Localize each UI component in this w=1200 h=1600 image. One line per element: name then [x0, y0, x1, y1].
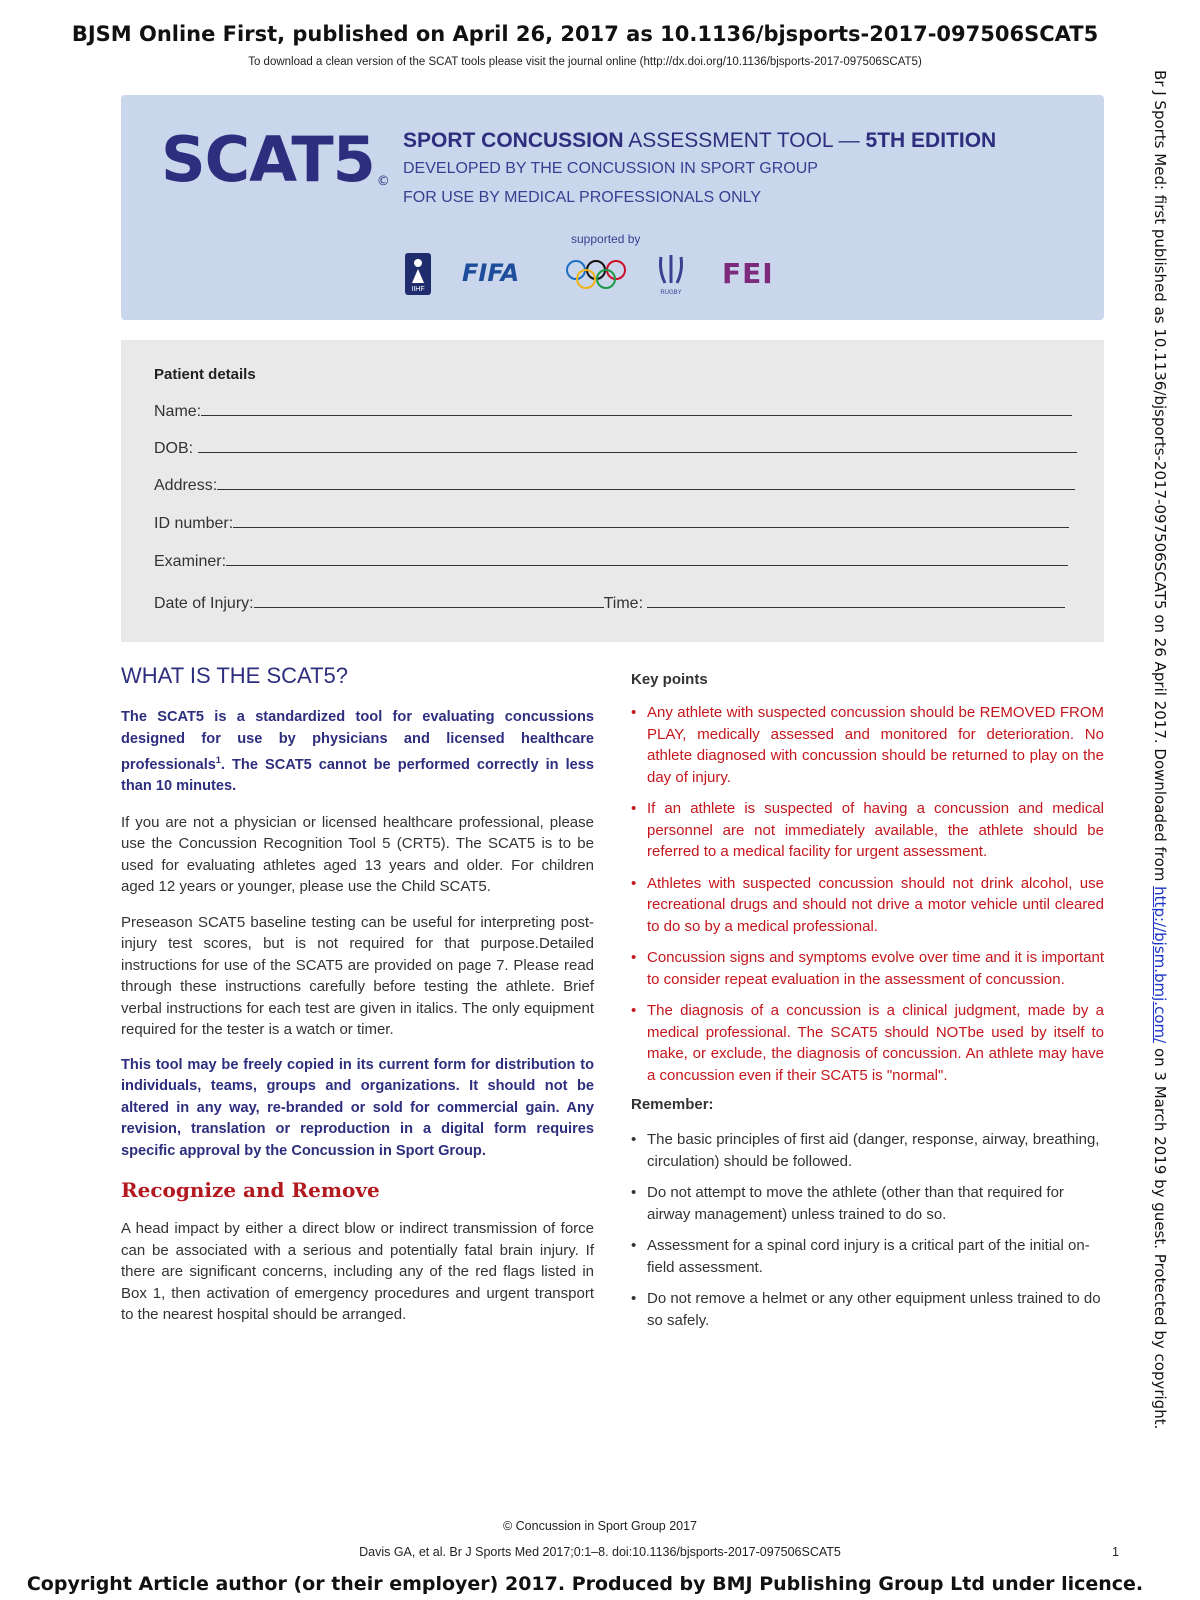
key-points-heading: Key points — [631, 671, 708, 688]
side-note-text-b: on 3 March 2019 by guest. Protected by copyright. — [1151, 1043, 1169, 1430]
what-is-heading: WHAT IS THE SCAT5? — [121, 663, 348, 688]
left-column — [121, 663, 594, 1340]
copyright-mark: © — [376, 174, 389, 189]
title-bold-2: 5TH EDITION — [865, 129, 997, 152]
tool-title — [403, 129, 996, 153]
key-point: • Any athlete with suspected concussion should be REMOVED FROM PLAY, medically assessed and monitored for deterioration. No athlete diagnosed with concussion should be returned to play on the day of injury. — [631, 702, 1104, 788]
iihf-text: IIHF — [411, 286, 425, 293]
download-note: To download a clean version of the SCAT tools please visit the journal online (http://dx.doi.org/10.1136/bjsports-2017-097506SCAT5) — [248, 56, 922, 68]
intro-footnote: 1 — [215, 755, 221, 765]
examiner-label: Examiner: — [154, 553, 227, 570]
id-number-field[interactable] — [233, 515, 1069, 528]
id-number-label: ID number: — [154, 515, 234, 532]
id-number-row — [154, 515, 1079, 533]
patient-details-heading: Patient details — [154, 366, 256, 383]
remember-list — [631, 1129, 1104, 1331]
supported-by: supported by — [571, 232, 641, 246]
baseline-paragraph: Preseason SCAT5 baseline testing can be useful for interpreting post-injury test scores, but is not required for that purpose.Detailed instructions for use of the SCAT5 are provided on page 7. Please read through these instructions carefully before testing the athlete. Brief verbal instructions for each test are given in italics. The only equipment required for the tester is a watch or timer. — [121, 913, 594, 1039]
remember-heading: Remember: — [631, 1096, 714, 1113]
patient-details-panel — [121, 340, 1104, 642]
name-row — [154, 403, 1079, 421]
remember-point: • Do not remove a helmet or any other equipment unless trained to do so safely. — [631, 1288, 1104, 1331]
publication-header: BJSM Online First, published on April 26, 2017 as 10.1136/bjsports-2017-097506SCAT5 — [71, 22, 1099, 46]
intro-text-b: . The SCAT5 cannot be performed correctly in less than 10 minutes. — [121, 756, 594, 795]
time-label: Time: — [603, 595, 644, 612]
remember-point: • Assessment for a spinal cord injury is a critical part of the initial on-field assessment. — [631, 1235, 1104, 1278]
footer-license: Copyright Article author (or their employer) 2017. Produced by BMJ Publishing Group Ltd under licence. — [26, 1573, 1144, 1595]
injury-date-field[interactable] — [254, 595, 604, 608]
name-field[interactable] — [201, 403, 1072, 416]
olympic-rings-icon — [565, 259, 627, 296]
iihf-logo — [405, 253, 431, 295]
right-column — [631, 671, 1104, 1341]
use-statement: FOR USE BY MEDICAL PROFESSIONALS ONLY — [403, 189, 762, 206]
intro-text-a: The SCAT5 is a standardized tool for evaluating concussions designed for use by physicians and licensed healthcare professionals — [121, 709, 594, 773]
fifa-logo: FIFA — [462, 259, 520, 287]
bjsm-link[interactable]: http://bjsm.bmj.com/ — [1151, 886, 1169, 1044]
injury-row — [154, 595, 1079, 613]
remember-point: • The basic principles of first aid (danger, response, airway, breathing, circulation) should be followed. — [631, 1129, 1104, 1172]
dob-row — [154, 440, 1079, 458]
remember-point: • Do not attempt to move the athlete (other than that required for airway management) unless trained to do so. — [631, 1182, 1104, 1225]
dob-label: DOB: — [154, 440, 194, 457]
scat5-logo — [161, 123, 389, 196]
footer-citation: Davis GA, et al. Br J Sports Med 2017;0:1–8. doi:10.1136/bjsports-2017-097506SCAT5 — [359, 1545, 841, 1559]
sponsor-logos — [405, 253, 825, 298]
key-point: • Concussion signs and symptoms evolve over time and it is important to consider repeat evaluation in the assessment of concussion. — [631, 947, 1104, 990]
rugby-text: RUGBY — [660, 290, 682, 296]
scat5-logo-text: SCAT5 — [161, 123, 375, 196]
intro-paragraph — [121, 707, 594, 798]
dob-field[interactable] — [198, 440, 1077, 453]
key-point: • The diagnosis of a concussion is a clinical judgment, made by a medical professional. The SCAT5 should NOTbe used by itself to make, or exclude, the diagnosis of concussion. An athlete may have a concussion even if their SCAT5 is "normal". — [631, 1000, 1104, 1086]
address-label: Address: — [154, 477, 218, 494]
crt5-paragraph: If you are not a physician or licensed healthcare professional, please use the Concussion Recognition Tool 5 (CRT5). The SCAT5 is to be used for evaluating athletes aged 13 years and older. For children aged 12 years or younger, please use the Child SCAT5. — [121, 813, 594, 896]
page-number: 1 — [1112, 1545, 1119, 1559]
key-point: • If an athlete is suspected of having a concussion and medical personnel are not immediately available, the athlete should be referred to a medical facility for urgent assessment. — [631, 798, 1104, 863]
world-rugby-logo — [655, 253, 687, 302]
key-points-list — [631, 702, 1104, 1086]
recognize-remove-heading: Recognize and Remove — [121, 1178, 380, 1203]
title-light: ASSESSMENT TOOL — — [623, 129, 866, 152]
title-banner — [121, 95, 1104, 320]
fei-logo: FEI — [722, 257, 774, 290]
developed-by: DEVELOPED BY THE CONCUSSION IN SPORT GROUP — [403, 160, 818, 177]
name-label: Name: — [154, 403, 202, 420]
footer-copyright: © Concussion in Sport Group 2017 — [502, 1519, 698, 1533]
title-bold-1: SPORT CONCUSSION — [403, 129, 624, 152]
injury-date-label: Date of Injury: — [154, 595, 254, 612]
address-row — [154, 477, 1079, 495]
rugby-emblem-icon — [655, 253, 687, 297]
examiner-field[interactable] — [226, 553, 1068, 566]
side-note-text-a: Br J Sports Med: first published as 10.1136/bjsports-2017-097506SCAT5 on 26 April 2017. Downloaded from — [1151, 70, 1169, 887]
vertical-side-note — [1151, 70, 1169, 1520]
address-field[interactable] — [217, 477, 1075, 490]
time-field[interactable] — [647, 595, 1065, 608]
copy-notice: This tool may be freely copied in its current form for distribution to individuals, teams, groups and organizations. It should not be altered in any way, re-branded or sold for commercial gain. Any revision, translation or reproduction in a digital form requires specific approval by the Concussion in Sport Group. — [121, 1056, 594, 1159]
examiner-row — [154, 553, 1079, 571]
key-point: • Athletes with suspected concussion should not drink alcohol, use recreational drugs and should not drive a motor vehicle until cleared to do so by a medical professional. — [631, 873, 1104, 938]
ice-hockey-icon — [405, 253, 431, 295]
recognize-remove-text: A head impact by either a direct blow or indirect transmission of force can be associated with a serious and potentially fatal brain injury. If there are significant concerns, including any of the red flags listed in Box 1, then activation of emergency procedures and urgent transport to the nearest hospital should be arranged. — [121, 1220, 594, 1324]
